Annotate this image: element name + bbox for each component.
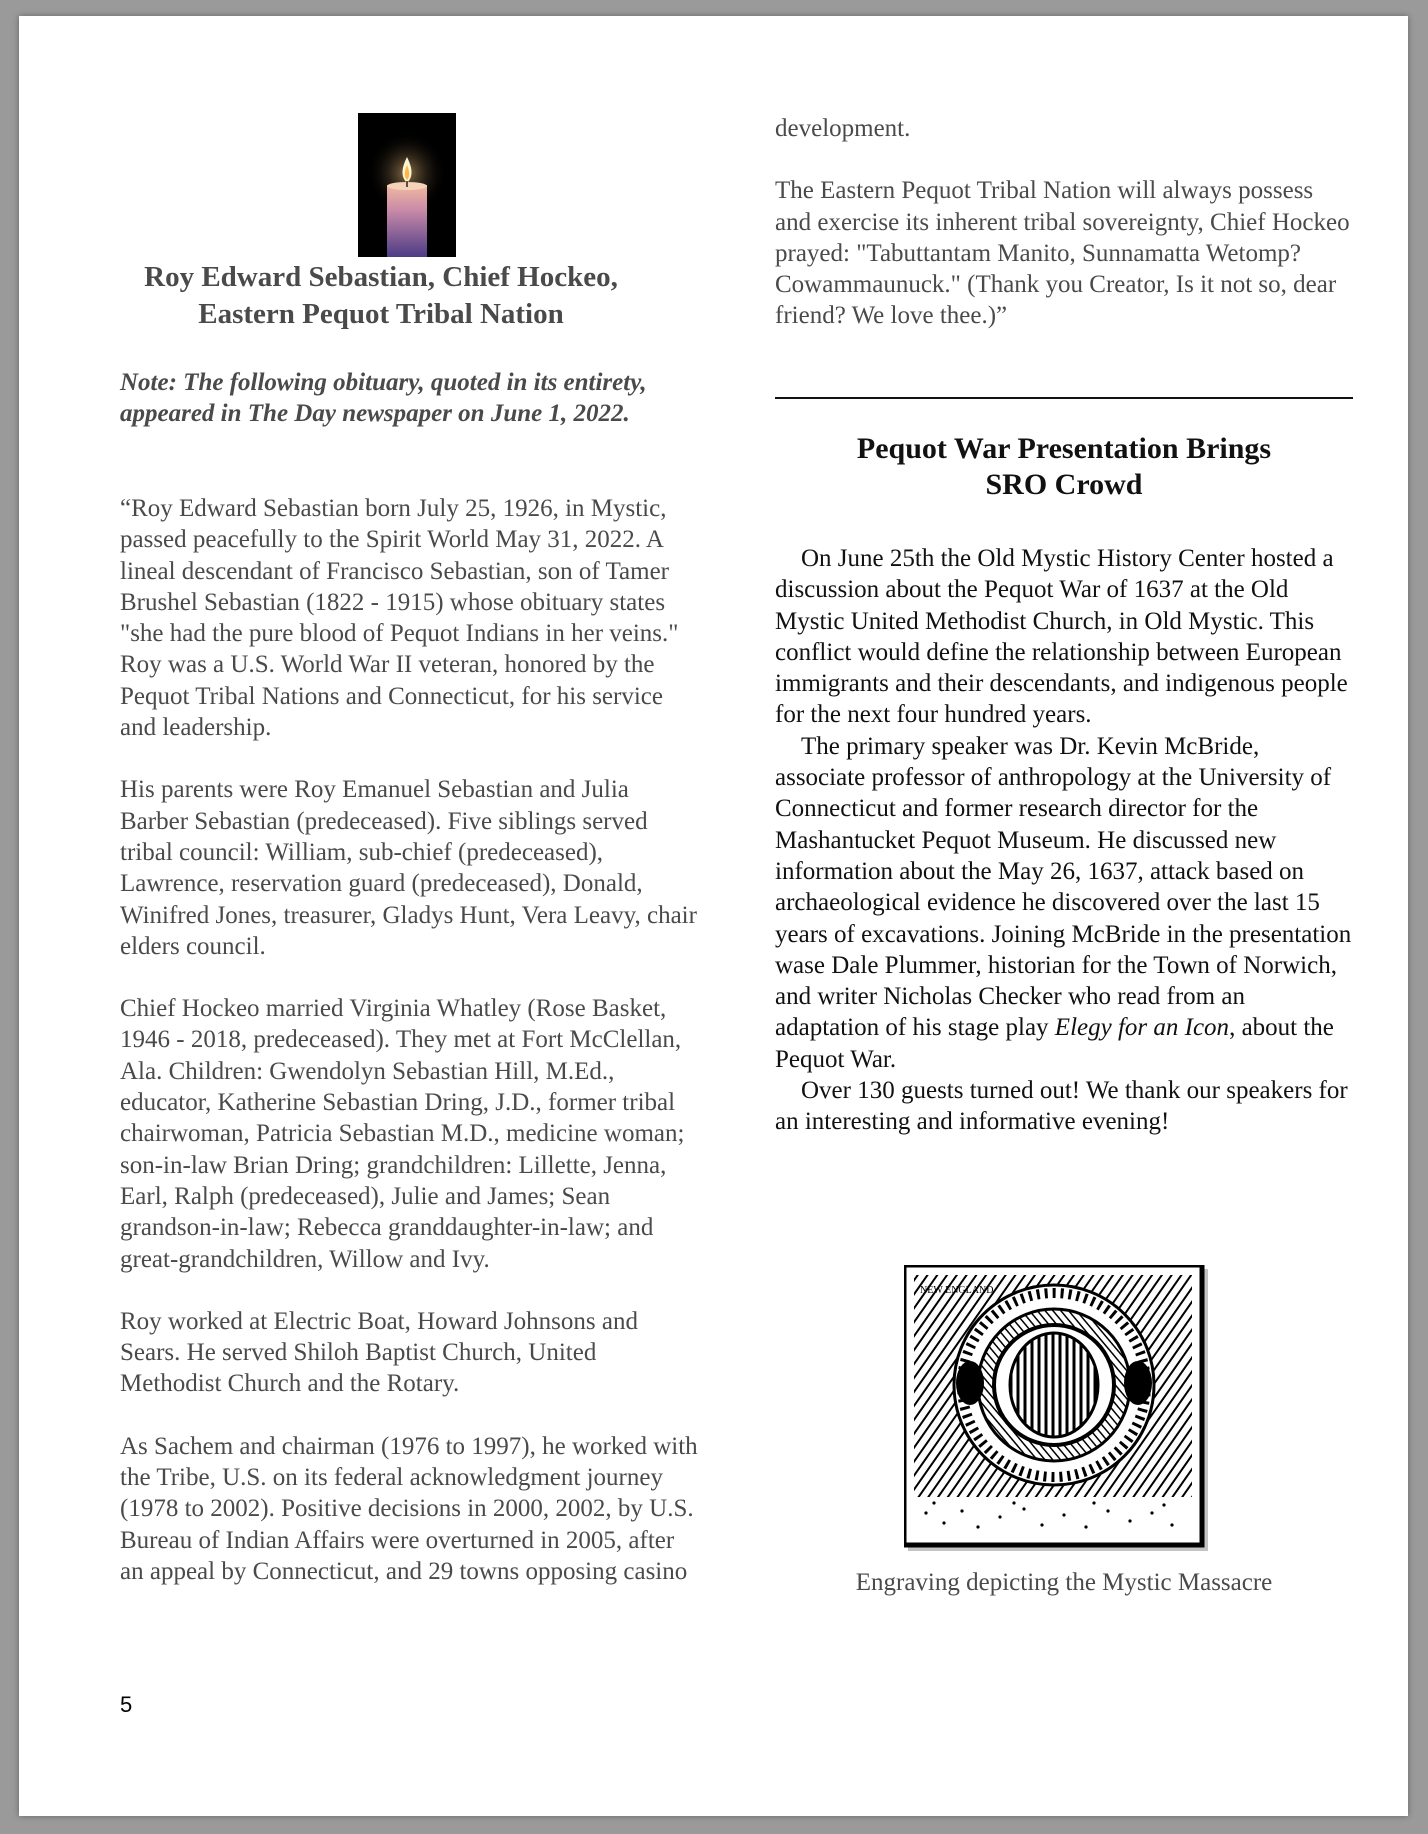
obituary-title <box>120 259 642 333</box>
obituary-paragraph: Chief Hockeo married Virginia Whatley (Rose Basket, 1946 - 2018, predeceased). They met at Fort McClellan, Ala. Children: Gwendolyn Sebastian Hill, M.Ed., educator, Katherine Sebastian Dring, J.D., former tribal chairwoman, Patricia Sebastian M.D., medicine woman; son-in-law Brian Dring; grandchildren: Lillette, Jenna, Earl, Ralph (predeceased), Julie and James; Sean grandson-in-law; Rebecca granddaughter-in-law; and great-grandchildren, Willow and Ivy. <box>120 995 685 1273</box>
page-number: 5 <box>120 1692 133 1717</box>
obituary-title-line-2: Eastern Pequot Tribal Nation <box>198 298 564 330</box>
engraving-label: NEW ENGLAND <box>920 1285 994 1296</box>
obituary-continued-paragraph: The Eastern Pequot Tribal Nation will always possess and exercise its inherent tribal sovereignty, Chief Hockeo prayed: "Tabuttantam Manito, Sunnamatta Wetomp? Cowammaunuck." (Thank you Creator, Is it not so, dear friend? We love thee.)” <box>775 177 1350 330</box>
article-paragraph: Over 130 guests turned out! We thank our speakers for an interesting and informative evening! <box>775 1077 1348 1136</box>
article-paragraph-text: , about the Pequot War. <box>775 1014 1334 1073</box>
article-body <box>775 543 1355 1138</box>
article-paragraph: On June 25th the Old Mystic History Center hosted a discussion about the Pequot War of 1637 at the Old Mystic United Methodist Church, in Old Mystic. This conflict would define the relationship between European immigrants and their descendants, and indigenous people for the next four hundred years. <box>775 545 1348 729</box>
obituary-title-line-1: Roy Edward Sebastian, Chief Hockeo, <box>144 261 618 293</box>
candle-image <box>358 113 456 257</box>
obituary-paragraph: “Roy Edward Sebastian born July 25, 1926, in Mystic, passed peacefully to the Spirit World May 31, 2022. A lineal descendant of Francisco Sebastian, son of Tamer Brushel Sebastian (1822 - 1915) whose obituary states "she had the pure blood of Pequot Indians in her veins." Roy was a U.S. World War II veteran, honored by the Pequot Tribal Nations and Connecticut, for his service and leadership. <box>120 495 679 742</box>
obituary-continued-paragraph: development. <box>775 115 911 142</box>
engraving-caption: Engraving depicting the Mystic Massacre <box>855 1569 1273 1596</box>
newsletter-page <box>19 16 1408 1816</box>
play-title: Elegy for an Icon <box>1054 1014 1230 1042</box>
article-paragraph <box>775 731 1355 1075</box>
right-column <box>775 113 1355 1596</box>
obituary-paragraph: Roy worked at Electric Boat, Howard Johnsons and Sears. He served Shiloh Baptist Church, United Methodist Church and the Rotary. <box>120 1307 638 1398</box>
article-title-line-1: Pequot War Presentation Brings <box>856 432 1272 465</box>
obituary-paragraph: As Sachem and chairman (1976 to 1997), he worked with the Tribe, U.S. on its federal acknowledgment journey (1978 to 2002). Positive decisions in 2000, 2002, by U.S. Bureau of Indian Affairs were overturned in 2005, after an appeal by Connecticut, and 29 towns opposing casino <box>120 1432 698 1585</box>
obituary-continuation <box>775 113 1355 332</box>
article-paragraph-text: The primary speaker was Dr. Kevin McBride, associate professor of anthropology at the University of Connecticut and former research director for the Mashantucket Pequot Museum. He discussed new information about the May 26, 1637, attack based on archaeological evidence he discovered over the last 15 years of excavations. Joining McBride in the presentation wase Dale Plummer, historian for the Town of Norwich, and writer Nicholas Checker who read from an adaptation of his stage play <box>775 732 1352 1042</box>
section-divider <box>775 397 1353 399</box>
article-title-line-2: SRO Crowd <box>985 468 1143 501</box>
article-title <box>775 431 1353 503</box>
obituary-note: Note: The following obituary, quoted in its entirety, appeared in The Day newspaper on June 1, 2022. <box>120 369 647 427</box>
obituary-paragraph: His parents were Roy Emanuel Sebastian and Julia Barber Sebastian (predeceased). Five siblings served tribal council: William, sub-chief (predeceased), Lawrence, reservation guard (predeceased), Donald, Winifred Jones, treasurer, Gladys Hunt, Vera Leavy, chair elders council. <box>120 776 697 960</box>
obituary-body <box>120 493 700 1618</box>
mystic-massacre-engraving <box>904 1265 1208 1551</box>
